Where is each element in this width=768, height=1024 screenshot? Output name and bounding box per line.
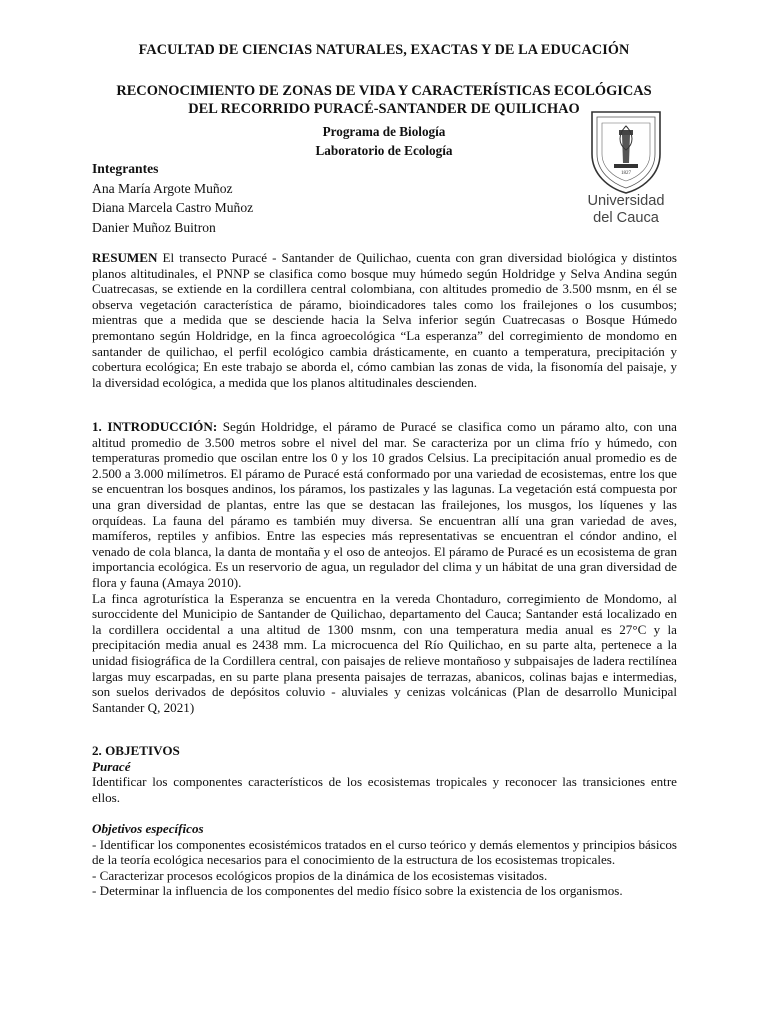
university-seal-logo	[584, 108, 668, 196]
abstract-label: RESUMEN	[92, 250, 158, 265]
university-name	[566, 193, 686, 227]
specific-objective: - Identificar los componentes ecosistémicos tratados en el curso teórico y demás elementos y principios básicos de la teoría ecológica necesarios para el conocimiento de la estructura de los ecosistemas tropicales.	[92, 836, 677, 868]
member-name: Ana María Argote Muñoz	[92, 180, 233, 196]
spacer	[92, 805, 677, 821]
specific-objective: - Caracterizar procesos ecológicos propios de la dinámica de los ecosistemas visitados.	[92, 867, 548, 883]
lab-name: Laboratorio de Ecología	[315, 143, 453, 158]
members-heading: Integrantes	[92, 161, 159, 176]
program-name: Programa de Biología	[322, 124, 446, 139]
objectives-subheading: Puracé	[92, 758, 131, 774]
intro-paragraph-2: La finca agroturística la Esperanza se encuentra en la vereda Chontaduro, corregimiento de Mondomo, al suroccidente del Municipio de Santander de Quilichao, departamento del Cauca; Santander está localizado en la cordillera occidental a una altitud de 1300 msnm, con una temperatura media anual es 27°C y la precipitación media anual es 2438 mm. La microcuenca del Río Quilichao, en su parte alta, pertenece a la unidad fisiográfica de la Cordillera central, con paisajes de relieve montañoso y subpaisajes de ladera rectilínea largas muy escarpadas, en su parte plana presenta paisajes de terrazas, abanicos, colinas bajas e intermedias, son suelos derivados de depósitos coluvio - aluviales y cenizas volcánicas (Plan de desarrollo Municipal Santander Q, 2021)	[92, 590, 677, 715]
abstract-paragraph	[92, 250, 677, 390]
faculty-heading: FACULTAD DE CIENCIAS NATURALES, EXACTAS Y DE LA EDUCACIÓN	[138, 42, 630, 58]
specific-objectives-heading: Objetivos específicos	[92, 820, 204, 836]
objectives-section	[92, 743, 677, 899]
intro-paragraph-1	[92, 419, 677, 591]
members-block	[92, 159, 253, 237]
objectives-heading: 2. OBJETIVOS	[92, 743, 180, 758]
general-objective: Identificar los componentes característicos de los ecosistemas tropicales y reconocer las transiciones entre ellos.	[92, 774, 677, 805]
introduction-section	[92, 419, 677, 715]
abstract-section	[92, 250, 677, 390]
member-name: Diana Marcela Castro Muñoz	[92, 200, 254, 215]
title-line-1: RECONOCIMIENTO DE ZONAS DE VIDA Y CARACTERÍSTICAS ECOLÓGICAS	[116, 83, 652, 99]
specific-objective: - Determinar la influencia de los componentes del medio físico sobre la existencia de los organismos.	[92, 883, 623, 899]
intro-text-1: Según Holdridge, el páramo de Puracé se clasifica como un páramo alto, con una altitud promedio de 3.500 metros sobre el nivel del mar. Se caracteriza por un clima frío y húmedo, con temperaturas promedio que oscilan entre los 0 y los 10 grados Celsius. La precipitación anual promedio es de 2.500 a 3.000 milímetros. El páramo de Puracé está conformado por una variedad de ecosistemas, entre los que se encuentran los bosques andinos, los páramos, los pastizales y las lagunas. La vegetación está compuesta por una gran diversidad de plantas, entre las que se destacan las frailejones, los musgos, los líquenes y las orquídeas. La fauna del páramo es también muy diversa. Se encuentran allí una gran variedad de aves, mamíferos, reptiles y anfibios. Entre las especies más representativas se encuentran el cóndor andino, el venado de cola blanca, la danta de montaña y el oso de anteojos. El páramo de Puracé es un ecosistema de gran importancia ecológica. Es un reservorio de agua, un regulador del clima y un hábitat de una gran diversidad de flora y fauna (Amaya 2010).	[92, 419, 677, 590]
intro-label: 1. INTRODUCCIÓN:	[92, 419, 218, 434]
university-name-line-1: Universidad	[587, 193, 665, 209]
university-name-line-2: del Cauca	[593, 210, 659, 226]
abstract-text: El transecto Puracé - Santander de Quilichao, cuenta con gran diversidad biológica y distintos planos altitudinales, el PNNP se clasifica como bosque muy húmedo según Holdridge y Selva Andina según Cuatrecasas, se extiende en la cordillera central colombiana, con altitudes promedio de 3.500 msnm, en él se observa vegetación característica de páramo, bioindicadores tales como los frailejones o los cusumbos; mientras que a medida que se desciende hacia la Selva inferior según Cuatrecasas o Bosque Húmedo premontano según Holdridge, en la finca agroecológica “La esperanza” del corregimiento de mondomo en santander de quilichao, el perfil ecológico cambia drásticamente, en cuanto a temperatura, precipitación y cobertura ecológica; En este trabajo se aborda el, cómo cambian las zonas de vida, la fisonomía del paisaje, y la diversidad ecológica, a medida que los planos altitudinales descienden.	[92, 250, 677, 390]
member-name: Danier Muñoz Buitron	[92, 219, 216, 235]
seal-year: 1827	[621, 171, 631, 176]
title-line-2: DEL RECORRIDO PURACÉ-SANTANDER DE QUILICHAO	[188, 101, 580, 117]
